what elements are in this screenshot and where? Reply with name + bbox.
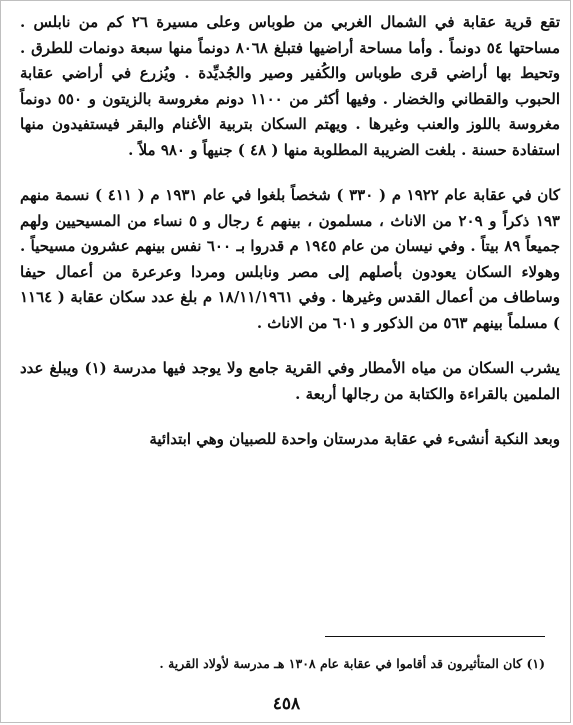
footnote: (١) كان المتأثيرون قد أقاموا في عقابة عام ١٣٠٨ هـ مدرسة لأولاد القرية . (159, 656, 545, 671)
paragraph-population: كان في عقابة عام ١٩٢٢ م ( ٣٣٠ ) شخصاً بلغوا في عام ١٩٣١ م ( ٤١١ ) نسمة منهم ١٩٣ ذكراً و ٢٠٩ من الاناث ، مسلمون ، بينهم ٤ رجال و ٥ نساء من المسيحيين ولهم جميعاً ٨٩ بيتاً . وفي نيسان من عام ١٩٤٥ م قدروا بـ ٦٠٠ نفس بينهم عشرون مسيحياً . وهولاء السكان يعودون بأصلهم إلى مصر ونابلس ومردا وعرعرة من أعمال حيفا وساطاف من أعمال القدس وغيرها . وفي ١٨/١١/١٩٦١ م بلغ عدد سكان عقابة ( ١١٦٤ ) مسلماً بينهم ٥٦٣ من الذكور و ٦٠١ من الاناث . (20, 186, 561, 332)
document-body (20, 10, 560, 453)
paragraph-after-nakba: وبعد النكبة أنشىء في عقابة مدرستان واحدة للصبيان وهي ابتدائية (149, 430, 560, 448)
paragraph-location-and-land: تقع قرية عقابة في الشمال الغربي من طوباس وعلى مسيرة ٢٦ كم من نابلس . مساحتها ٥٤ دونماً . وأما مساحة أراضيها فتبلغ ٨٠٦٨ دونماً منها سبعة دونمات للطرق . وتحيط بها أراضي قرى طوباس والكُفير وصير والجُديِّدة . ويُزرع في أراضي عقابة الحبوب والقطاني والخضار . وفيها أكثر من ١١٠٠ دونم مغروسة بالزيتون و ٥٥٠ دونماً مغروسة باللوز والعنب وغيرها . ويهتم السكان بتربية الأغنام والبقر فيستفيدون منها استفادة حسنة . بلغت الضريبة المطلوبة منها ( ٤٨ ) جنيهاً و ٩٨٠ ملاً . (20, 13, 561, 159)
page-number: ٤٥٨ (272, 694, 301, 714)
footnote-separator-line (325, 636, 545, 637)
paragraph-water-and-school: يشرب السكان من مياه الأمطار وفي القرية جامع ولا يوجد فيها مدرسة (١) ويبلغ عدد الملمين بالقراءة والكتابة من رجالها أربعة . (20, 359, 560, 403)
